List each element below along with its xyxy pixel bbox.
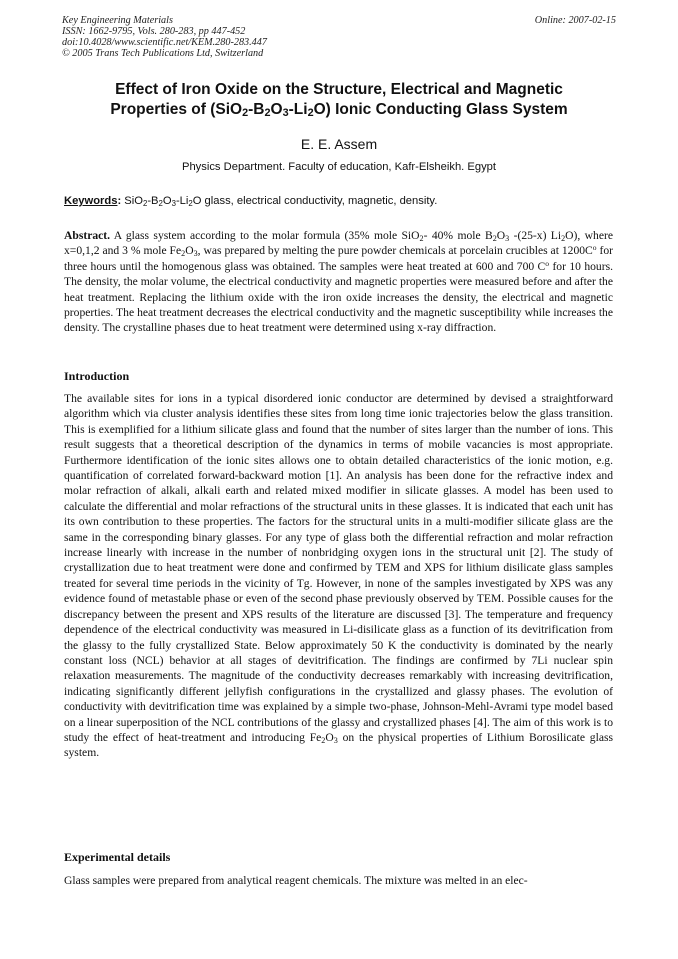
abstract-label: Abstract. [64,229,111,242]
experimental-paragraph: Glass samples were prepared from analytical reagent chemicals. The mixture was melted in an elec- [64,874,528,887]
abstract: Abstract. A glass system according to the molar formula (35% mole SiO$_2$- 40% mole $B_2O_3$ -(25-x) $Li_2O$), where x=0,1,2 and 3 % mole $Fe_2O_3$, was prepared by melting the pure powder chemicals at porcelain crucibles at $1200C^o$ for three hours until the homogenous glass was obtained. The samples were heat treated at 600 and 700 $C^o$ for 10 hours. The density, the molar volume, the electrical conductivity and magnetic properties were measured before and after the heat treatment. Replacing the lithium oxide with the iron oxide increases the density, the electrical and magnetic properties. The heat treatment decreases the electrical conductivity and the magnetic susceptibility while increases the density. The crystalline phases due to heat treatment were determined using x-ray diffraction. [64,229,613,335]
author-name: E. E. Assem [300,136,378,152]
issn-line: ISSN: 1662-9795, Vols. 280-283, pp 447-452 [62,26,246,37]
title-line-2: Properties of $(SiO_2-B_2O_3-Li_2O)$ Ionic Conducting Glass System [110,101,568,119]
paper-title [40,80,638,120]
experimental-heading: Experimental details [64,850,171,864]
journal-name: Key Engineering Materials [62,15,173,26]
online-date: Online: 2007-02-15 [534,15,616,26]
copyright-line: © 2005 Trans Tech Publications Ltd, Switzerland [62,48,264,59]
author-affiliation: Physics Department. Faculty of education, Kafr-Elsheikh. Egypt [181,161,496,173]
keywords: Keywords: $SiO_2-B_2O_3-Li_2O$ glass, electrical conductivity, magnetic, density. [64,195,438,208]
title-line-1: Effect of Iron Oxide on the Structure, Electrical and Magnetic [115,81,563,98]
keywords-label: Keywords [64,195,118,207]
introduction-heading: Introduction [64,369,130,383]
doi-line: doi:10.4028/www.scientific.net/KEM.280-283.447 [62,37,267,48]
introduction-paragraph: The available sites for ions in a typical disordered ionic conductor are determined by devised a straightforward algorithm which via cluster analysis identifies these sites from long time ionic trajectories below the glass transition. This is exemplified for a lithium silicate glass and found that the number of sites larger than the number of ions. This result suggests that a theoretical description of the dynamics in terms of mobile vacancies is most appropriate. Furthermore identification of the ionic sites allows one to obtain detailed characteristics of the ionic motion, e.g. quantification of correlated forward-backward motion [1]. An analysis has been done for the refractive index and molar refraction of alkali, alkali earth and related mixed modifier in silicate glasses. A model has been used to calculate the differential and molar refractions of the structural units in these glasses. It is indicated that each unit has its own contribution to these properties. The factors for the structural units in a multi-modifier silicate glass are the same in the corresponding binary glasses. For any type of glass both the differential refraction and molar refraction increase linearly with increase in the number of nonbridging oxygen ions in the structural unit [2]. The study of crystallization due to heat treatment were done and confirmed by TEM and XPS for lithium disilicate glass samples treated for several time periods in the vicinity of Tg. However, in none of the samples investigated by XPS was any evidence found of metastable phase or even of the second phase previously observed by TEM. Possible causes for the discrepancy between the present and XPS results of the literature are discussed [3]. The temperature and frequency dependence of the electrical conductivity was measured in Li-disilicate glass as a function of its devitrification from the glassy to the fully crystallized State. Below approximately 50 K the conductivity is dominated by the nearly constant loss (NCL) behavior at all stages of devitrification. The findings are confirmed by 7Li nuclear spin relaxation measurements. The magnitude of the conductivity decreases remarkably with increasing devitrification, indicating significantly different jellyfish configurations in the crystallized and glassy phases. The evolution of conductivity with devitrification time was explained by a simple two-phase, Johnson-Mehl-Avrami type model based on a linear superposition of the NCL contributions of the glassy and crystallized phases [4]. The aim of this work is to study the effect of heat-treatment and introducing $Fe_2O_3$ on the physical properties of Lithium Borosilicate glass system. [64,392,613,760]
journal-header [62,15,616,59]
